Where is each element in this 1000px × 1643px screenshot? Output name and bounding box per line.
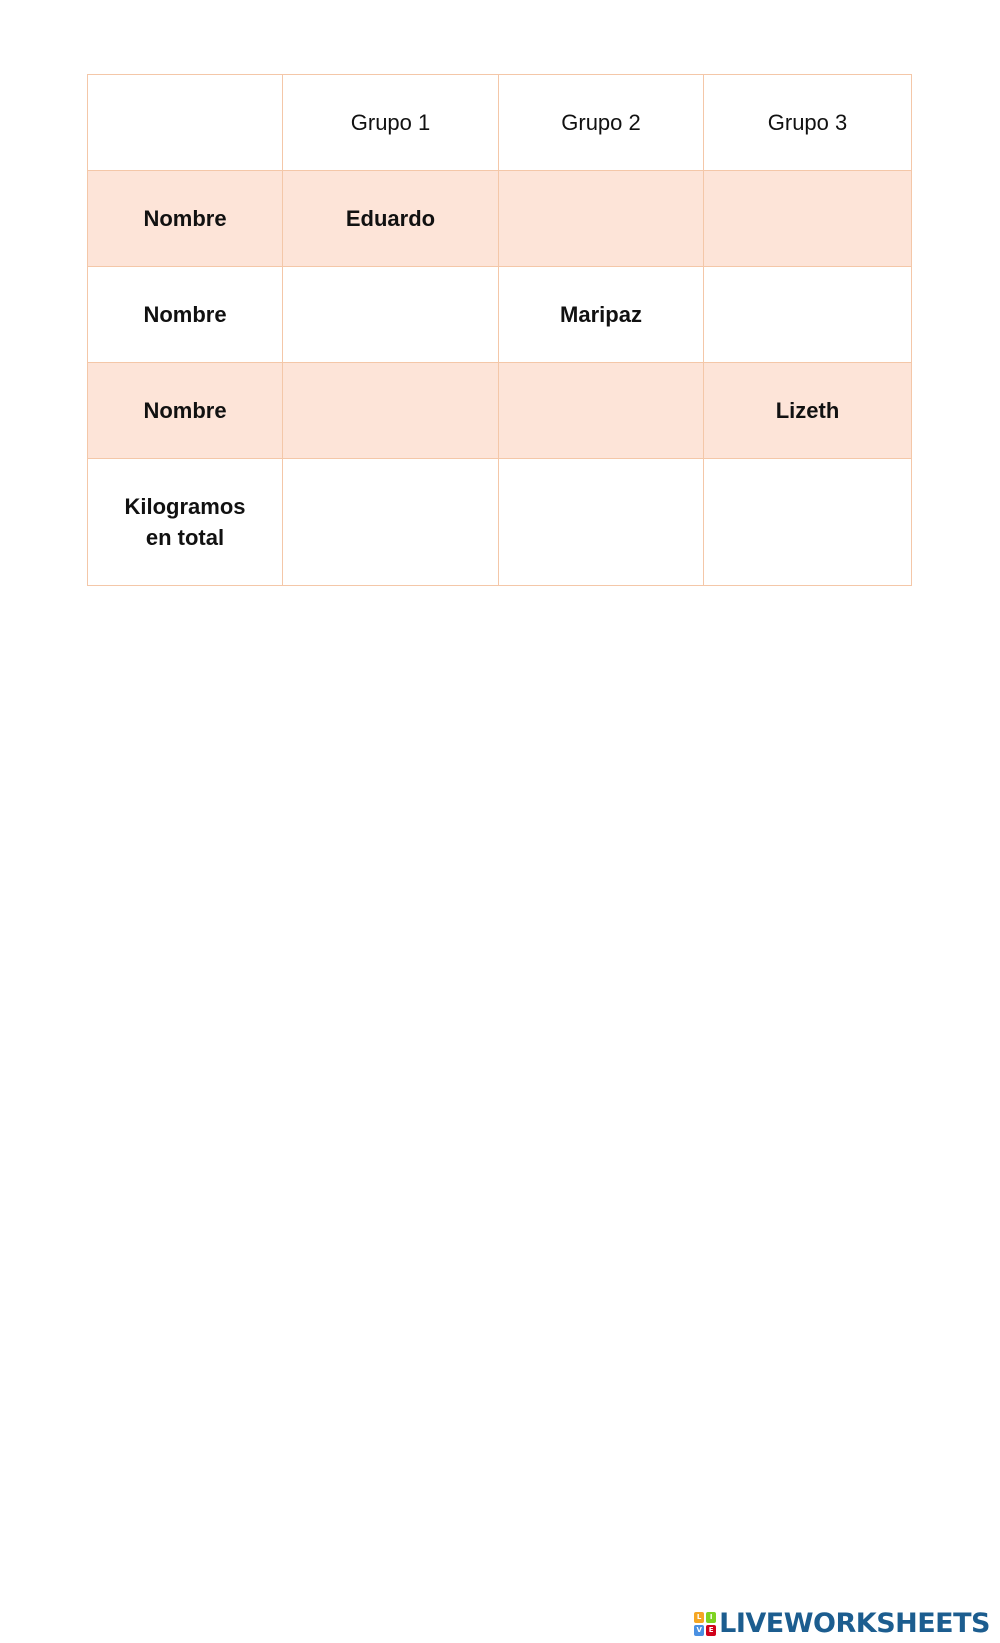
logo-tile: L (694, 1612, 704, 1623)
cell-grupo-2[interactable] (499, 171, 704, 267)
brand-name: LIVEWORKSHEETS (719, 1608, 990, 1639)
header-grupo-1: Grupo 1 (283, 75, 499, 171)
cell-grupo-3[interactable]: Lizeth (704, 363, 912, 459)
total-grupo-2[interactable] (499, 459, 704, 586)
row-label-line-2: en total (145, 525, 225, 550)
row-label-nombre: Nombre (88, 267, 283, 363)
header-empty-cell (88, 75, 283, 171)
row-label-nombre: Nombre (88, 171, 283, 267)
header-grupo-2: Grupo 2 (499, 75, 704, 171)
table-row (88, 171, 912, 267)
cell-grupo-2[interactable]: Maripaz (499, 267, 704, 363)
cell-grupo-3[interactable] (704, 171, 912, 267)
row-label-kilogramos-total (88, 459, 283, 586)
table-row (88, 363, 912, 459)
total-grupo-1[interactable] (283, 459, 499, 586)
logo-tile: V (694, 1625, 704, 1636)
liveworksheets-logo-icon (694, 1612, 716, 1636)
row-label-nombre: Nombre (88, 363, 283, 459)
row-label-line-1: Kilogramos (124, 494, 246, 519)
cell-grupo-1[interactable] (283, 267, 499, 363)
table-row-total (88, 459, 912, 586)
table-header-row (88, 75, 912, 171)
cell-grupo-1[interactable] (283, 363, 499, 459)
cell-grupo-1[interactable]: Eduardo (283, 171, 499, 267)
logo-tile: I (706, 1612, 716, 1623)
cell-grupo-2[interactable] (499, 363, 704, 459)
total-grupo-3[interactable] (704, 459, 912, 586)
cell-grupo-3[interactable] (704, 267, 912, 363)
logo-tile: E (706, 1625, 716, 1636)
liveworksheets-brand (694, 1608, 990, 1639)
worksheet-table (87, 74, 912, 586)
table-row (88, 267, 912, 363)
header-grupo-3: Grupo 3 (704, 75, 912, 171)
